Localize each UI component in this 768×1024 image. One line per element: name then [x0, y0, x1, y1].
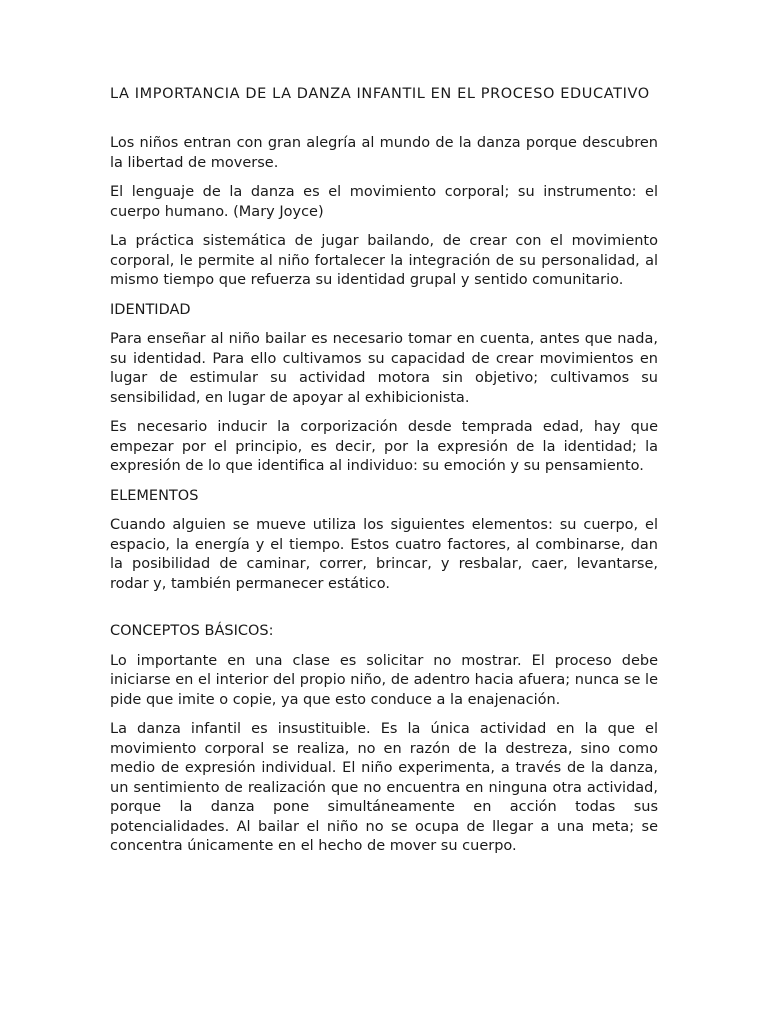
- intro-paragraph: La práctica sistemática de jugar bailando, de crear con el movimiento corporal, le permite al niño fortalecer la integración de su personalidad, al mismo tiempo que refuerza su identidad grupal y sentido comunitario.: [110, 233, 658, 288]
- intro-paragraph: Los niños entran con gran alegría al mundo de la danza porque descubren la libertad de moverse.: [110, 135, 658, 171]
- document-page: [110, 84, 658, 867]
- section-spacer: [110, 604, 658, 622]
- elementos-paragraph: Cuando alguien se mueve utiliza los siguientes elementos: su cuerpo, el espacio, la energía y el tiempo. Estos cuatro factores, al combinarse, dan la posibilidad de caminar, correr, brincar, y resbalar, caer, levantarse, rodar y, también permanecer estático.: [110, 517, 658, 592]
- intro-paragraph: El lenguaje de la danza es el movimiento corporal; su instrumento: el cuerpo humano. (Mary Joyce): [110, 184, 658, 220]
- section-heading-conceptos: CONCEPTOS BÁSICOS:: [110, 623, 274, 639]
- identidad-paragraph: Para enseñar al niño bailar es necesario tomar en cuenta, antes que nada, su identidad. Para ello cultivamos su capacidad de crear movimientos en lugar de estimular su actividad motora sin objetivo; cultivamos su sensibilidad, en lugar de apoyar al exhibicionista.: [110, 331, 658, 406]
- document-title: LA IMPORTANCIA DE LA DANZA INFANTIL EN EL PROCESO EDUCATIVO: [110, 86, 650, 102]
- identidad-paragraph: Es necesario inducir la corporización desde temprada edad, hay que empezar por el principio, es decir, por la expresión de la identidad; la expresión de lo que identifica al individuo: su emoción y su pensamiento.: [110, 419, 658, 474]
- conceptos-paragraph: Lo importante en una clase es solicitar no mostrar. El proceso debe iniciarse en el interior del propio niño, de adentro hacia afuera; nunca se le pide que imite o copie, ya que esto conduce a la enajenación.: [110, 652, 658, 708]
- section-heading-elementos: ELEMENTOS: [110, 487, 199, 504]
- section-heading-identidad: IDENTIDAD: [110, 301, 191, 318]
- conceptos-paragraph: La danza infantil es insustituible. Es la única actividad en la que el movimiento corporal se realiza, no en razón de la destreza, sino como medio de expresión individual. El niño experimenta, a través de la danza, un sentimiento de realización que no encuentra en ninguna otra actividad, porque la danza pone simultáneamente en acción todas sus potencialidades. Al bailar el niño no se ocupa de llegar a una meta; se concentra únicamente en el hecho de mover su cuerpo.: [110, 721, 658, 854]
